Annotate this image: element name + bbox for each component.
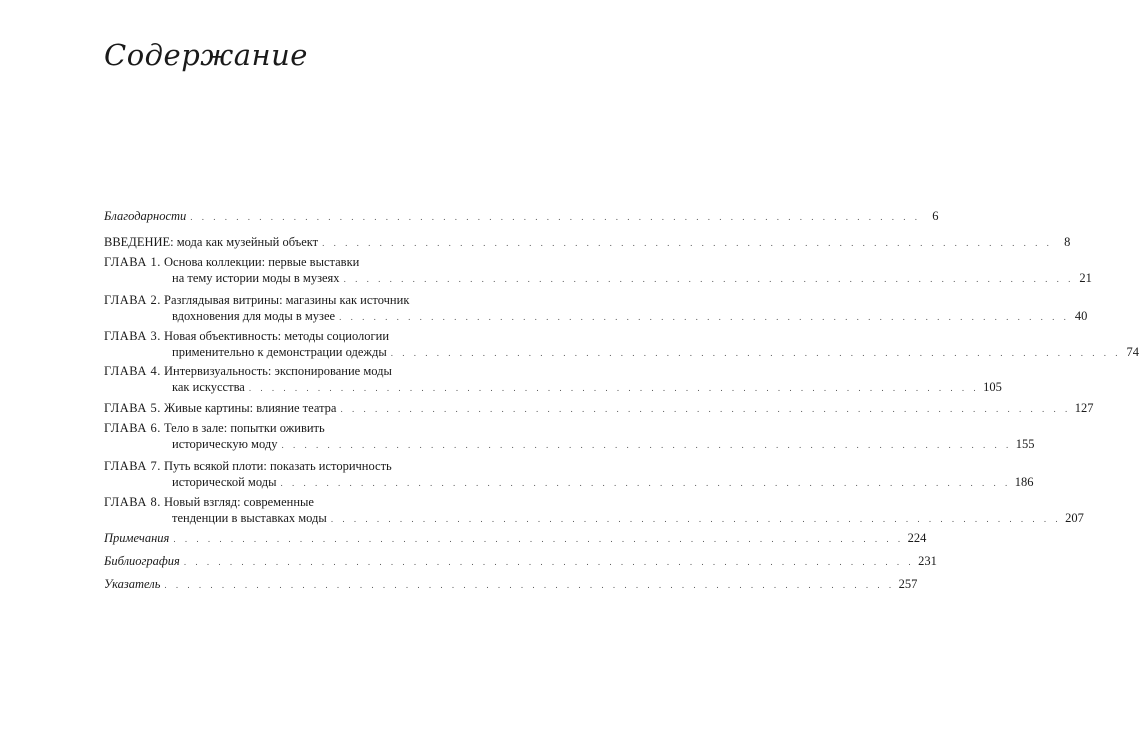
toc-entry-title-continued: тенденции в выставках моды — [172, 511, 327, 525]
toc-page-number: 6 — [932, 209, 939, 223]
toc-entry-notes — [104, 530, 927, 546]
toc-entry-title: Основа коллекции: первые выставки — [164, 255, 360, 269]
dot-leader: . . . . . . . . . . . . . . . . . . . . . . . . . . . . . . . . . . . . . . . . . . . . . . . . . . . . . . . . . . . . . . . . — [330, 514, 1062, 524]
toc-chapter-number: ГЛАВА 8. — [104, 495, 161, 509]
toc-chapter-number: ГЛАВА 6. — [104, 421, 161, 435]
dot-leader: . . . . . . . . . . . . . . . . . . . . . . . . . . . . . . . . . . . . . . . . . . . . . . . . . . . . . . . . . . . . . . . . — [280, 478, 1011, 488]
toc-page-number: 127 — [1074, 401, 1094, 415]
toc-entry-chapter-1 — [104, 254, 1092, 286]
toc-page-number: 105 — [983, 380, 1002, 394]
toc-page-number: 186 — [1014, 475, 1034, 489]
toc-entry-title: Указатель — [104, 577, 161, 591]
toc-entry-acknowledgements — [104, 208, 939, 224]
toc-entry-chapter-3 — [104, 328, 1139, 360]
dot-leader: . . . . . . . . . . . . . . . . . . . . . . . . . . . . . . . . . . . . . . . . . . . . . . . . . . . . . . . . . . . . . . . . — [183, 557, 915, 567]
toc-chapter-number: ГЛАВА 4. — [104, 364, 161, 378]
toc-chapter-number: ГЛАВА 3. — [104, 329, 161, 343]
toc-entry-title: ВВЕДЕНИЕ: мода как музейный объект — [104, 235, 319, 249]
toc-page-number: 74 — [1126, 345, 1139, 359]
toc-page-number: 155 — [1015, 437, 1035, 451]
toc-entry-title: Интервизуальность: экспонирование моды — [164, 364, 392, 378]
toc-entry-title-continued: историческую моду — [172, 437, 278, 451]
toc-chapter-number: ГЛАВА 1. — [104, 255, 161, 269]
toc-entry-title: Примечания — [104, 531, 170, 545]
toc-chapter-number: ГЛАВА 2. — [104, 293, 161, 307]
toc-page-number: 207 — [1065, 511, 1084, 525]
toc-entry-title: Благодарности — [104, 209, 187, 223]
dot-leader: . . . . . . . . . . . . . . . . . . . . . . . . . . . . . . . . . . . . . . . . . . . . . . . . . . . . . . . . . . . . . . . . — [340, 404, 1071, 414]
toc-entry-title: Разглядывая витрины: магазины как источник — [164, 293, 410, 307]
toc-page-number: 224 — [907, 531, 927, 545]
toc-entry-title-continued: исторической моды — [172, 475, 277, 489]
toc-chapter-number: ГЛАВА 7. — [104, 459, 161, 473]
toc-page-number: 40 — [1074, 309, 1088, 323]
toc-entry-chapter-8 — [104, 494, 1084, 526]
toc-entry-title: Новый взгляд: современные — [164, 495, 314, 509]
toc-entry-bibliography — [104, 553, 937, 569]
dot-leader: . . . . . . . . . . . . . . . . . . . . . . . . . . . . . . . . . . . . . . . . . . . . . . . . . . . . . . . . . . . . . . . . — [173, 534, 904, 544]
toc-entry-title-continued: применительно к демонстрации одежды — [172, 345, 387, 359]
toc-entry-chapter-4 — [104, 363, 1002, 395]
toc-entry-index — [104, 576, 918, 592]
toc-entry-title: Новая объективность: методы социологии — [164, 329, 390, 343]
toc-entry-chapter-5 — [104, 400, 1094, 416]
toc-entry-title: Библиография — [104, 554, 180, 568]
dot-leader: . . . . . . . . . . . . . . . . . . . . . . . . . . . . . . . . . . . . . . . . . . . . . . . . . . . . . . . . . . . . . . . . — [164, 580, 895, 590]
dot-leader: . . . . . . . . . . . . . . . . . . . . . . . . . . . . . . . . . . . . . . . . . . . . . . . . . . . . . . . . . . . . . . . . — [343, 274, 1074, 284]
dot-leader: . . . . . . . . . . . . . . . . . . . . . . . . . . . . . . . . . . . . . . . . . . . . . . . . . . . . . . . . . . . . . . . . — [281, 440, 1012, 450]
toc-page-number: 21 — [1079, 271, 1092, 285]
dot-leader: . . . . . . . . . . . . . . . . . . . . . . . . . . . . . . . . . . . . . . . . . . . . . . . . . . . . . . . . . . . . . . . . — [190, 212, 921, 222]
toc-entry-chapter-2 — [104, 292, 1088, 324]
toc-entry-title: Тело в зале: попытки оживить — [164, 421, 325, 435]
toc-entry-title-continued: как искусства — [172, 380, 245, 394]
toc-page-number: 231 — [918, 554, 937, 568]
toc-entry-chapter-6 — [104, 420, 1035, 452]
toc-entry-title-continued: вдохновения для моды в музее — [172, 309, 336, 323]
dot-leader: . . . . . . . . . . . . . . . . . . . . . . . . . . . . . . . . . . . . . . . . . . . . . . . . . . . . . . . . . . . . . . . . — [248, 383, 980, 393]
toc-chapter-number: ГЛАВА 5. — [104, 401, 161, 415]
toc-page-number: 8 — [1064, 235, 1071, 249]
dot-leader: . . . . . . . . . . . . . . . . . . . . . . . . . . . . . . . . . . . . . . . . . . . . . . . . . . . . . . . . . . . . . . . . — [390, 348, 1122, 358]
page-title: Содержание — [104, 38, 308, 72]
toc-entry-title: Живые картины: влияние театра — [164, 401, 337, 415]
dot-leader: . . . . . . . . . . . . . . . . . . . . . . . . . . . . . . . . . . . . . . . . . . . . . . . . . . . . . . . . . . . . . . . . — [339, 312, 1070, 322]
toc-entry-chapter-7 — [104, 458, 1034, 490]
toc-entry-introduction — [104, 234, 1071, 250]
toc-page-number: 257 — [898, 577, 918, 591]
toc-entry-title-continued: на тему истории моды в музеях — [172, 271, 340, 285]
dot-leader: . . . . . . . . . . . . . . . . . . . . . . . . . . . . . . . . . . . . . . . . . . . . . . . . . . . . . . . . . . . . . . . . — [322, 238, 1053, 248]
toc-entry-title: Путь всякой плоти: показать историчность — [164, 459, 392, 473]
